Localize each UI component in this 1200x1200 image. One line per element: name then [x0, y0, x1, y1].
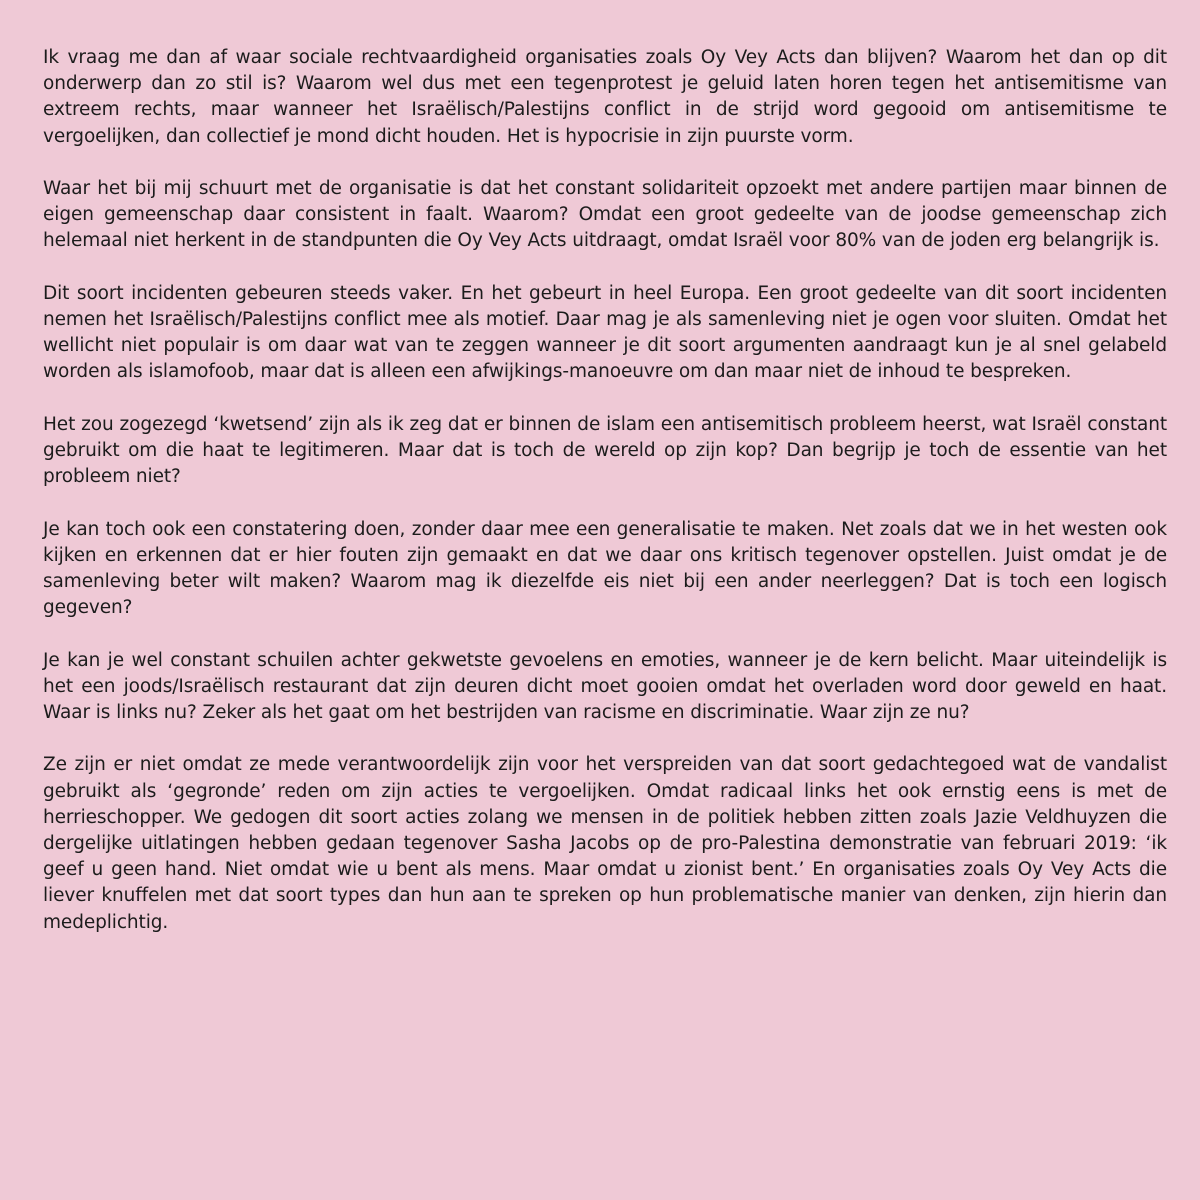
paragraph-1: Ik vraag me dan af waar sociale rechtvaardigheid organisaties zoals Oy Vey Acts dan blijven? Waarom het dan op dit onderwerp dan zo stil is? Waarom wel dus met een tegenprotest je geluid laten horen tegen het antisemitisme van extreem rechts, maar wanneer het Israëlisch/Palestijns conflict in de strijd word gegooid om antisemitisme te vergoelijken, dan collectief je mond dicht houden. Het is hypocrisie in zijn puurste vorm.: [43, 47, 1167, 147]
paragraph-5: Je kan toch ook een constatering doen, zonder daar mee een generalisatie te maken. Net zoals dat we in het westen ook kijken en erkennen dat er hier fouten zijn gemaakt en dat we daar ons kritisch tegenover opstellen. Juist omdat je de samenleving beter wilt maken? Waarom mag ik diezelfde eis niet bij een ander neerleggen? Dat is toch een logisch gegeven?: [43, 518, 1167, 619]
paragraph-2: Waar het bij mij schuurt met de organisatie is dat het constant solidariteit opzoekt met andere partijen maar binnen de eigen gemeenschap daar consistent in faalt. Waarom? Omdat een groot gedeelte van de joodse gemeenschap zich helemaal niet herkent in de standpunten die Oy Vey Acts uitdraagt, omdat Israël voor 80% van de joden erg belangrijk is.: [43, 178, 1167, 252]
paragraph-4: Het zou zogezegd ‘kwetsend’ zijn als ik zeg dat er binnen de islam een antisemitisch probleem heerst, wat Israël constant gebruikt om die haat te legitimeren. Maar dat is toch de wereld op zijn kop? Dan begrijp je toch de essentie van het probleem niet?: [43, 413, 1167, 488]
paragraph-7: Ze zijn er niet omdat ze mede verantwoordelijk zijn voor het verspreiden van dat soort gedachtegoed wat de vandalist gebruikt als ‘gegronde’ reden om zijn acties te vergoelijken. Omdat radicaal links het ook ernstig eens is met de herrieschopper. We gedogen dit soort acties zolang we mensen in de politiek hebben zitten zoals Jazie Veldhuyzen die dergelijke uitlatingen hebben gedaan tegenover Sasha Jacobs op de pro-Palestina demonstratie van februari 2019: ‘ik geef u geen hand. Niet omdat wie u bent als mens. Maar omdat u zionist bent.’ En organisaties zoals Oy Vey Acts die liever knuffelen met dat soort types dan hun aan te spreken op hun problematische manier van denken, zijn hierin dan medeplichtig.: [43, 754, 1167, 933]
text-document: [43, 45, 1167, 936]
paragraph-6: Je kan je wel constant schuilen achter gekwetste gevoelens en emoties, wanneer je de kern belicht. Maar uiteindelijk is het een joods/Israëlisch restaurant dat zijn deuren dicht moet gooien omdat het overladen word door geweld en haat. Waar is links nu? Zeker als het gaat om het bestrijden van racisme en discriminatie. Waar zijn ze nu?: [43, 649, 1167, 723]
paragraph-3: Dit soort incidenten gebeuren steeds vaker. En het gebeurt in heel Europa. Een groot gedeelte van dit soort incidenten nemen het Israëlisch/Palestijns conflict mee als motief. Daar mag je als samenleving niet je ogen voor sluiten. Omdat het wellicht niet populair is om daar wat van te zeggen wanneer je dit soort argumenten aandraagt kun je al snel gelabeld worden als islamofoob, maar dat is alleen een afwijkings-manoeuvre om dan maar niet de inhoud te bespreken.: [43, 282, 1167, 383]
